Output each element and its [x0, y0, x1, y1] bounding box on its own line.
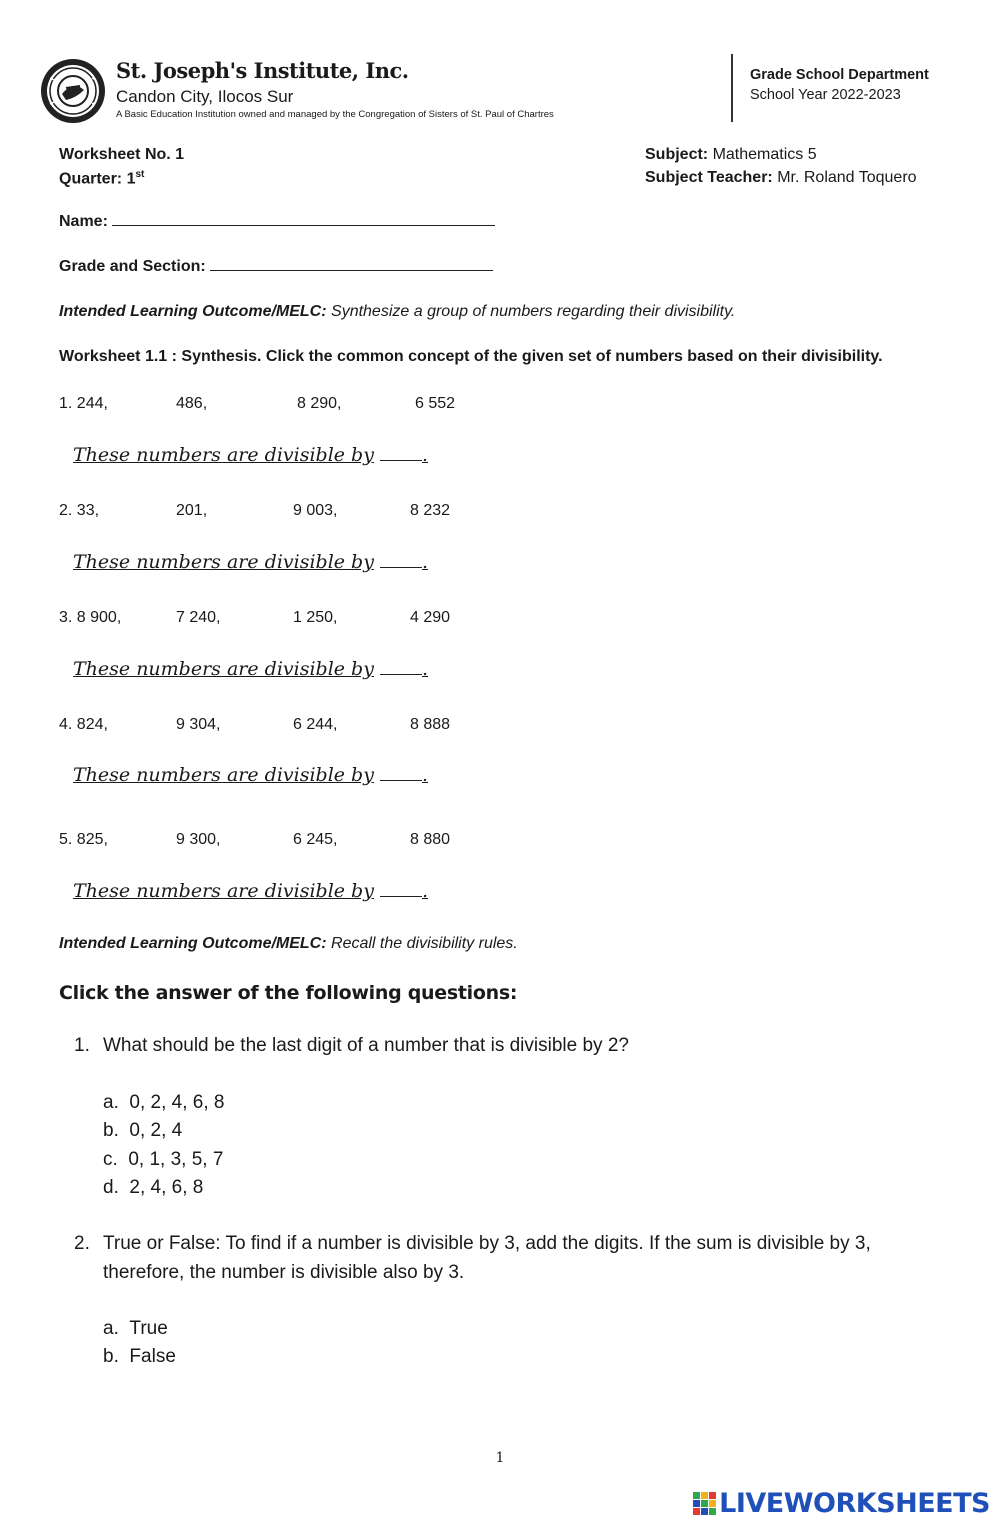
school-name: St. Joseph's Institute, Inc. — [116, 58, 409, 83]
item-5-number-c: 6 245, — [293, 831, 338, 848]
item-1-number-a: 1. 244, — [59, 395, 108, 412]
subject: Subject: Mathematics 5 — [645, 146, 817, 163]
question-1-number: 1. — [74, 1035, 90, 1056]
q1-option-b[interactable]: b. 0, 2, 4 — [103, 1120, 183, 1141]
liveworksheets-brand[interactable]: LIVEWORKSHEETS — [693, 1488, 990, 1519]
grade-section-blank[interactable] — [210, 270, 493, 271]
item-2-answer-blank[interactable] — [380, 567, 422, 568]
page-number: 1 — [495, 1450, 505, 1466]
school-description: A Basic Education Institution owned and managed by the Congregation of Sisters of St. Paul of Chartres — [116, 109, 554, 120]
item-2-number-b: 201, — [176, 502, 208, 519]
item-5-number-d: 8 880 — [410, 831, 451, 848]
item-3-answer-blank[interactable] — [380, 674, 422, 675]
item-3-number-a: 3. 8 900, — [59, 609, 122, 626]
item-1-answer-blank[interactable] — [380, 460, 422, 461]
item-2-number-a: 2. 33, — [59, 502, 100, 519]
question-2-number: 2. — [74, 1233, 90, 1254]
item-1-number-b: 486, — [176, 395, 208, 412]
quarter: Quarter: 1st — [59, 169, 145, 188]
worksheet-1-1-instruction: Worksheet 1.1 : Synthesis. Click the common concept of the given set of numbers based on their divisibility. — [59, 348, 883, 365]
item-2-statement: These numbers are divisible by . — [73, 551, 428, 573]
header-divider — [731, 54, 733, 122]
q2-option-a[interactable]: a. True — [103, 1318, 168, 1339]
melc-1: Intended Learning Outcome/MELC: Synthesize a group of numbers regarding their divisibility. — [59, 303, 736, 320]
item-4-number-b: 9 304, — [176, 716, 221, 733]
item-2-number-c: 9 003, — [293, 502, 338, 519]
item-3-number-b: 7 240, — [176, 609, 221, 626]
school-location: Candon City, Ilocos Sur — [116, 87, 294, 106]
item-4-number-d: 8 888 — [410, 716, 451, 733]
question-1-text: What should be the last digit of a number that is divisible by 2? — [103, 1035, 629, 1056]
school-year: School Year 2022-2023 — [750, 87, 901, 103]
item-5-number-b: 9 300, — [176, 831, 221, 848]
name-field: Name: — [59, 213, 495, 231]
item-4-answer-blank[interactable] — [380, 780, 422, 781]
item-5-statement: These numbers are divisible by . — [73, 880, 428, 902]
grade-section-field: Grade and Section: — [59, 258, 493, 276]
item-1-statement: These numbers are divisible by . — [73, 444, 428, 466]
name-blank[interactable] — [112, 225, 495, 226]
item-5-answer-blank[interactable] — [380, 896, 422, 897]
q2-option-b[interactable]: b. False — [103, 1346, 176, 1367]
item-3-statement: These numbers are divisible by . — [73, 658, 428, 680]
q1-option-a[interactable]: a. 0, 2, 4, 6, 8 — [103, 1092, 225, 1113]
school-seal-logo — [40, 58, 106, 124]
question-2-line-1: True or False: To find if a number is divisible by 3, add the digits. If the sum is divisible by 3, — [103, 1233, 871, 1254]
item-4-statement: These numbers are divisible by . — [73, 764, 428, 786]
item-2-number-d: 8 232 — [410, 502, 451, 519]
item-3-number-d: 4 290 — [410, 609, 451, 626]
item-1-number-d: 6 552 — [415, 395, 456, 412]
item-1-number-c: 8 290, — [297, 395, 342, 412]
question-2-line-2: therefore, the number is divisible also by 3. — [103, 1262, 465, 1283]
worksheet-number: Worksheet No. 1 — [59, 146, 185, 163]
item-5-number-a: 5. 825, — [59, 831, 108, 848]
section-2-instruction: Click the answer of the following questions: — [59, 982, 518, 1004]
liveworksheets-logo-icon — [693, 1492, 717, 1516]
q1-option-d[interactable]: d. 2, 4, 6, 8 — [103, 1177, 204, 1198]
subject-teacher: Subject Teacher: Mr. Roland Toquero — [645, 169, 917, 186]
item-3-number-c: 1 250, — [293, 609, 338, 626]
melc-2: Intended Learning Outcome/MELC: Recall the divisibility rules. — [59, 935, 518, 952]
q1-option-c[interactable]: c. 0, 1, 3, 5, 7 — [103, 1149, 224, 1170]
department: Grade School Department — [750, 67, 929, 83]
item-4-number-c: 6 244, — [293, 716, 338, 733]
item-4-number-a: 4. 824, — [59, 716, 108, 733]
